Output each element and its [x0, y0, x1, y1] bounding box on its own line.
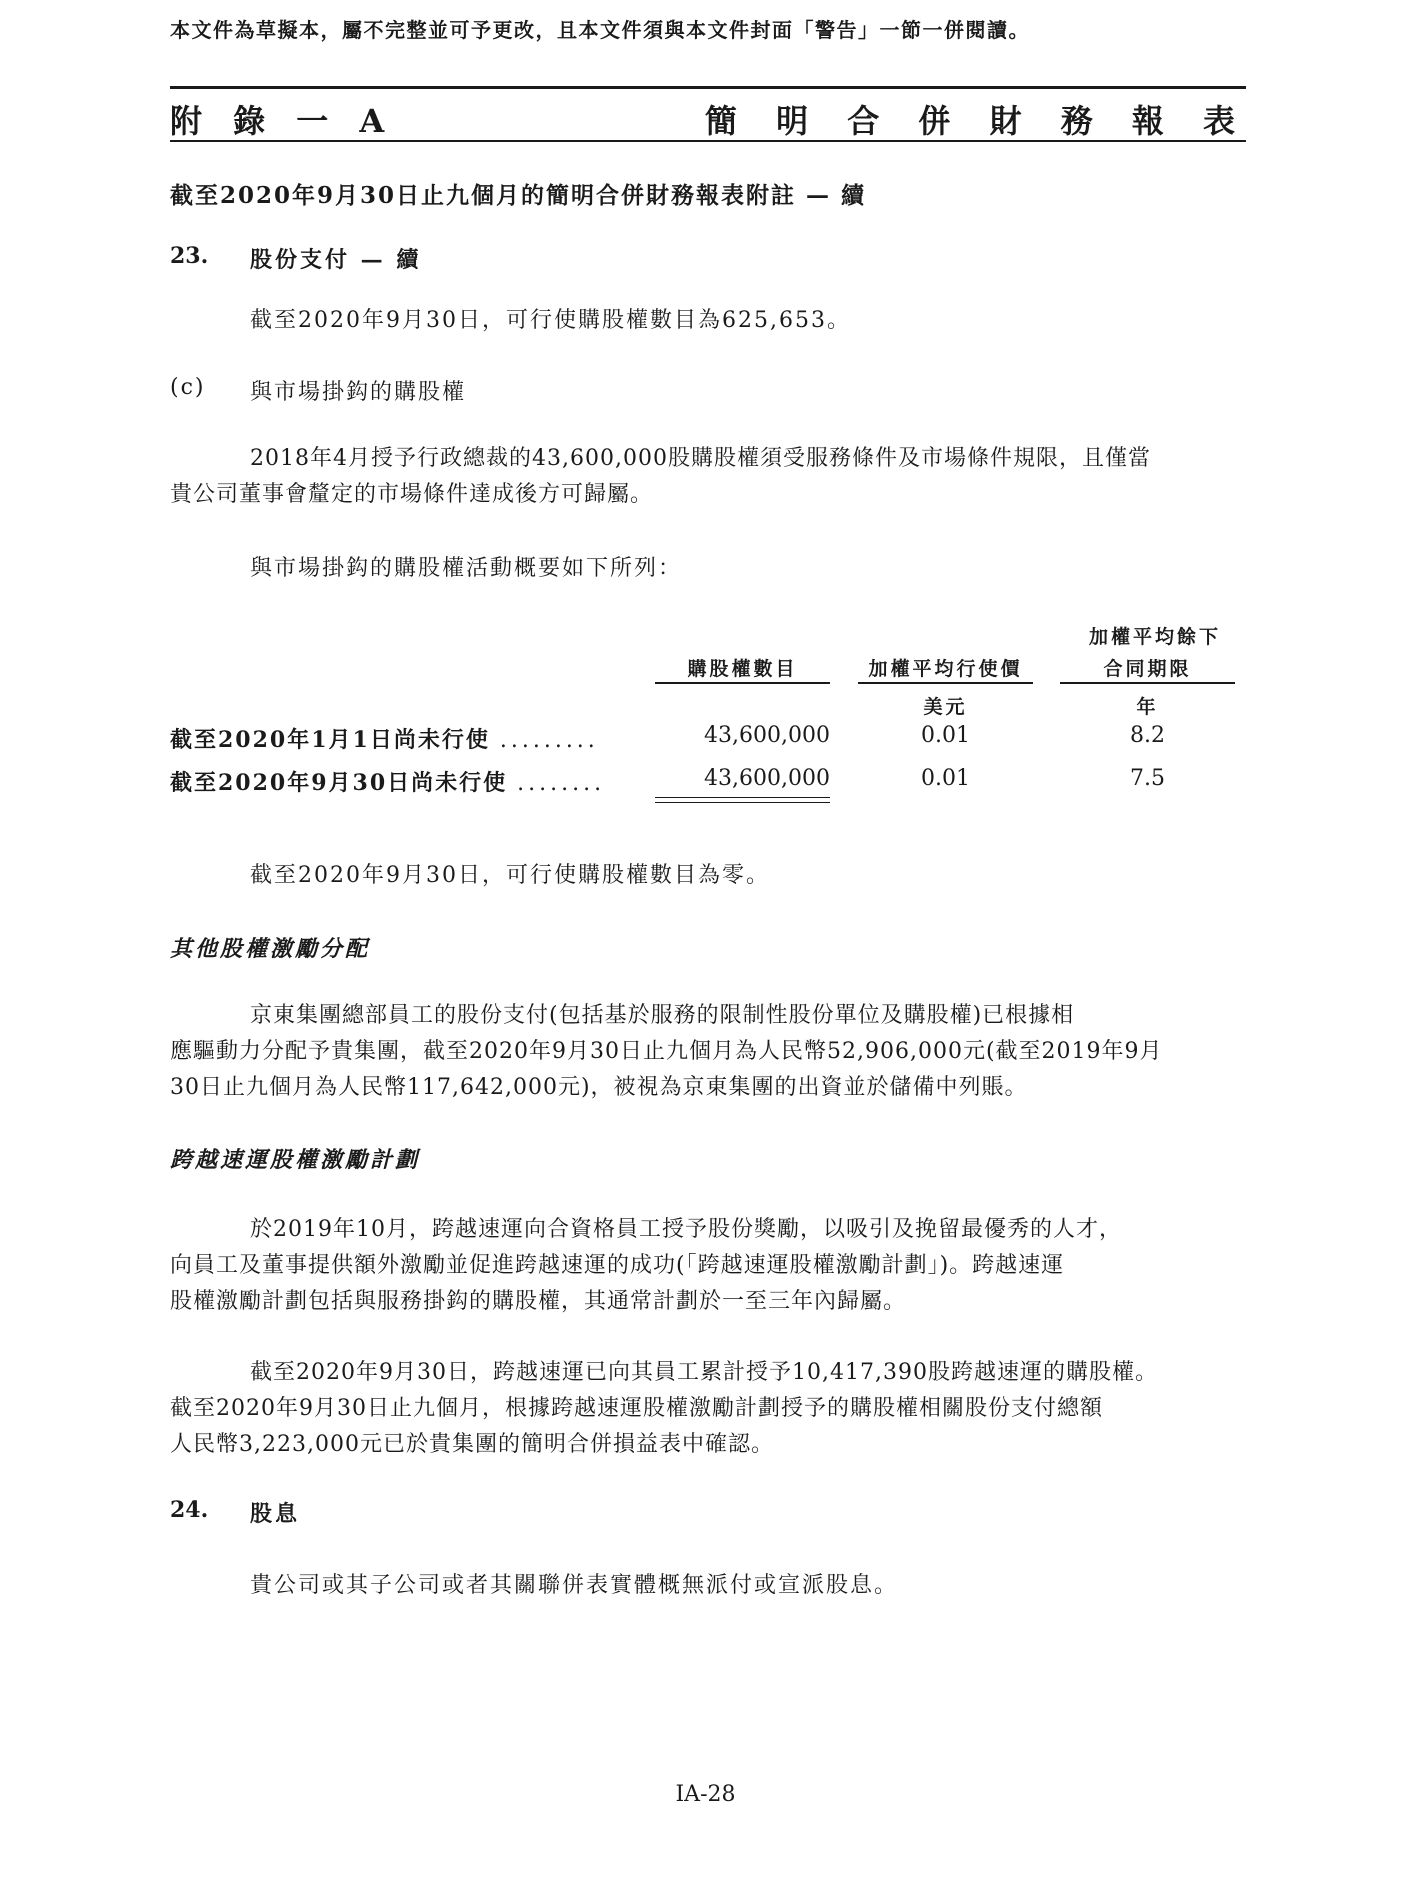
col3-header-line2: 合同期限	[1103, 658, 1192, 680]
col1-header-rule	[655, 682, 830, 684]
table-cell-options: 43,600,000	[704, 723, 830, 748]
paragraph-line: 於2019年10月，跨越速運向合資格員工授予股份獎勵，以吸引及挽留最優秀的人才，	[250, 1217, 1122, 1242]
leader-dots: ........	[517, 771, 606, 796]
section-24-number: 24.	[170, 1497, 209, 1523]
col1-header: 購股權數目	[687, 658, 798, 680]
report-title: 簡 明 合 併 財 務 報 表	[705, 102, 1249, 140]
paragraph-line: 截至2020年9月30日，跨越速運已向其員工累計授予10,417,390股跨越速運的購股權。	[250, 1360, 1158, 1385]
leader-dots: .........	[499, 728, 599, 753]
appendix-label: 附 錄 一 A	[170, 102, 395, 140]
col2-header: 加權平均行使價	[868, 658, 1023, 680]
paragraph-line: 貴公司董事會釐定的市場條件達成後方可歸屬。	[170, 482, 654, 507]
section-23-number: 23.	[170, 243, 209, 269]
kuayue-plan-heading: 跨越速運股權激勵計劃	[170, 1147, 421, 1173]
page-number: IA-28	[675, 1782, 736, 1807]
subsection-c-label: (c)	[170, 375, 206, 400]
col3-unit: 年	[1136, 696, 1159, 718]
exercisable-options-text: 截至2020年9月30日，可行使購股權數目為625,653。	[250, 308, 851, 333]
table-row-label	[170, 766, 605, 797]
activity-summary-intro: 與市場掛鈎的購股權活動概要如下所列：	[250, 556, 683, 581]
paragraph-line: 截至2020年9月30日止九個月，根據跨越速運股權激勵計劃授予的購股權相關股份支付總額	[170, 1396, 1103, 1421]
row-label-text: 截至2020年1月1日尚未行使	[170, 727, 490, 753]
paragraph-line: 30日止九個月為人民幣117,642,000元)，被視為京東集團的出資並於儲備中列賬。	[170, 1075, 1028, 1100]
col3-header-line1: 加權平均餘下	[1088, 626, 1221, 648]
paragraph-line: 人民幣3,223,000元已於貴集團的簡明合併損益表中確認。	[170, 1432, 774, 1457]
table-cell-price: 0.01	[921, 723, 970, 748]
table-cell-options: 43,600,000	[704, 766, 830, 791]
section-24-title: 股息	[250, 1501, 301, 1527]
paragraph-line: 京東集團總部員工的股份支付(包括基於服務的限制性股份單位及購股權)已根據相	[250, 1003, 1075, 1028]
dividend-text: 貴公司或其子公司或者其關聯併表實體概無派付或宣派股息。	[250, 1573, 899, 1598]
table-row-label	[170, 723, 599, 754]
total-double-rule-top	[655, 797, 830, 798]
table-cell-term: 8.2	[1130, 723, 1165, 748]
other-alloc-heading: 其他股權激勵分配	[170, 936, 371, 962]
row-label-text: 截至2020年9月30日尚未行使	[170, 770, 508, 796]
exercisable-zero-text: 截至2020年9月30日，可行使購股權數目為零。	[250, 863, 770, 888]
col2-header-rule	[858, 682, 1033, 684]
paragraph-line: 2018年4月授予行政總裁的43,600,000股購股權須受服務條件及市場條件規限，且僅當	[250, 446, 1151, 471]
draft-notice: 本文件為草擬本，屬不完整並可予更改，且本文件須與本文件封面「警告」一節一併閱讀。	[170, 18, 1030, 42]
page-title: 截至2020年9月30日止九個月的簡明合併財務報表附註 — 續	[170, 182, 867, 209]
table-cell-term: 7.5	[1130, 766, 1165, 791]
subsection-c-title: 與市場掛鈎的購股權	[250, 380, 467, 405]
total-double-rule-bottom	[655, 802, 830, 803]
market-options-paragraph	[170, 441, 1246, 513]
paragraph-line: 應驅動力分配予貴集團，截至2020年9月30日止九個月為人民幣52,906,000元(截至2019年9月	[170, 1039, 1163, 1064]
paragraph-line: 股權激勵計劃包括與服務掛鈎的購股權，其通常計劃於一至三年內歸屬。	[170, 1289, 907, 1314]
header-bottom-rule	[170, 140, 1246, 142]
col3-header-rule	[1060, 682, 1235, 684]
other-alloc-paragraph	[170, 998, 1246, 1106]
kuayue-plan-paragraph-1	[170, 1212, 1246, 1320]
header-top-rule	[170, 86, 1246, 89]
col2-unit: 美元	[923, 696, 968, 718]
paragraph-line: 向員工及董事提供額外激勵並促進跨越速運的成功(「跨越速運股權激勵計劃」)。跨越速運	[170, 1253, 1065, 1278]
section-23-title: 股份支付 — 續	[250, 247, 422, 273]
table-cell-price: 0.01	[921, 766, 970, 791]
kuayue-plan-paragraph-2	[170, 1355, 1246, 1463]
